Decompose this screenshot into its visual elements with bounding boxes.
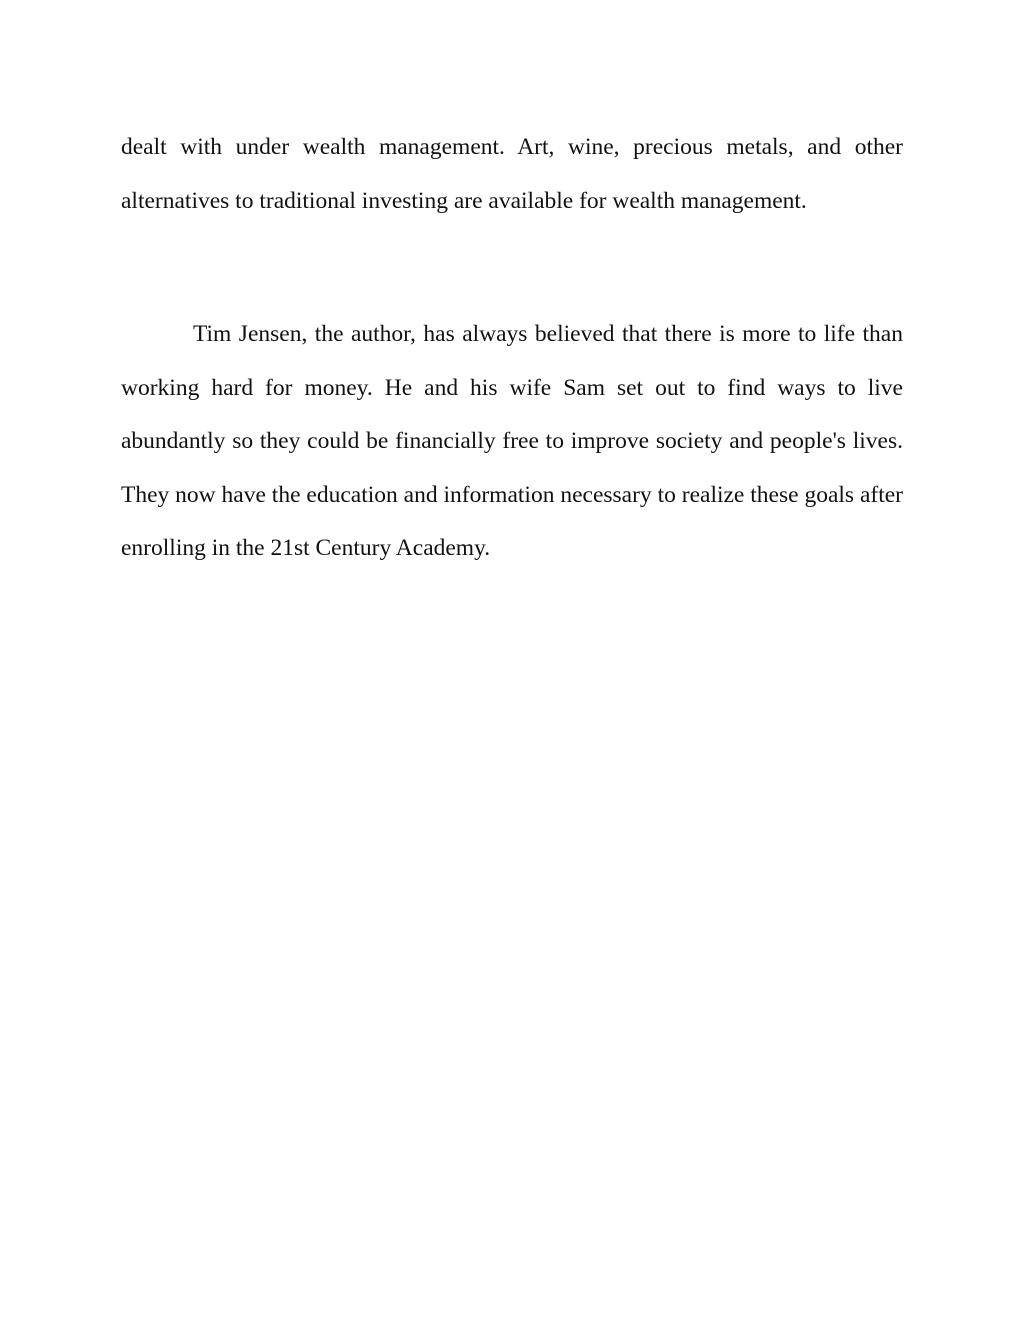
paragraph-author-bio: Tim Jensen, the author, has always believed that there is more to life than working hard for money. He and his wife Sam set out to find ways to live abundantly so they could be financially free to improve society and people's lives. They now have the education and information necessary to realize these goals after enrolling in the 21st Century Academy. [121, 321, 903, 561]
paragraph-wealth-management: dealt with under wealth management. Art, wine, precious metals, and other alternatives to traditional investing are available for wealth management. [121, 134, 903, 214]
